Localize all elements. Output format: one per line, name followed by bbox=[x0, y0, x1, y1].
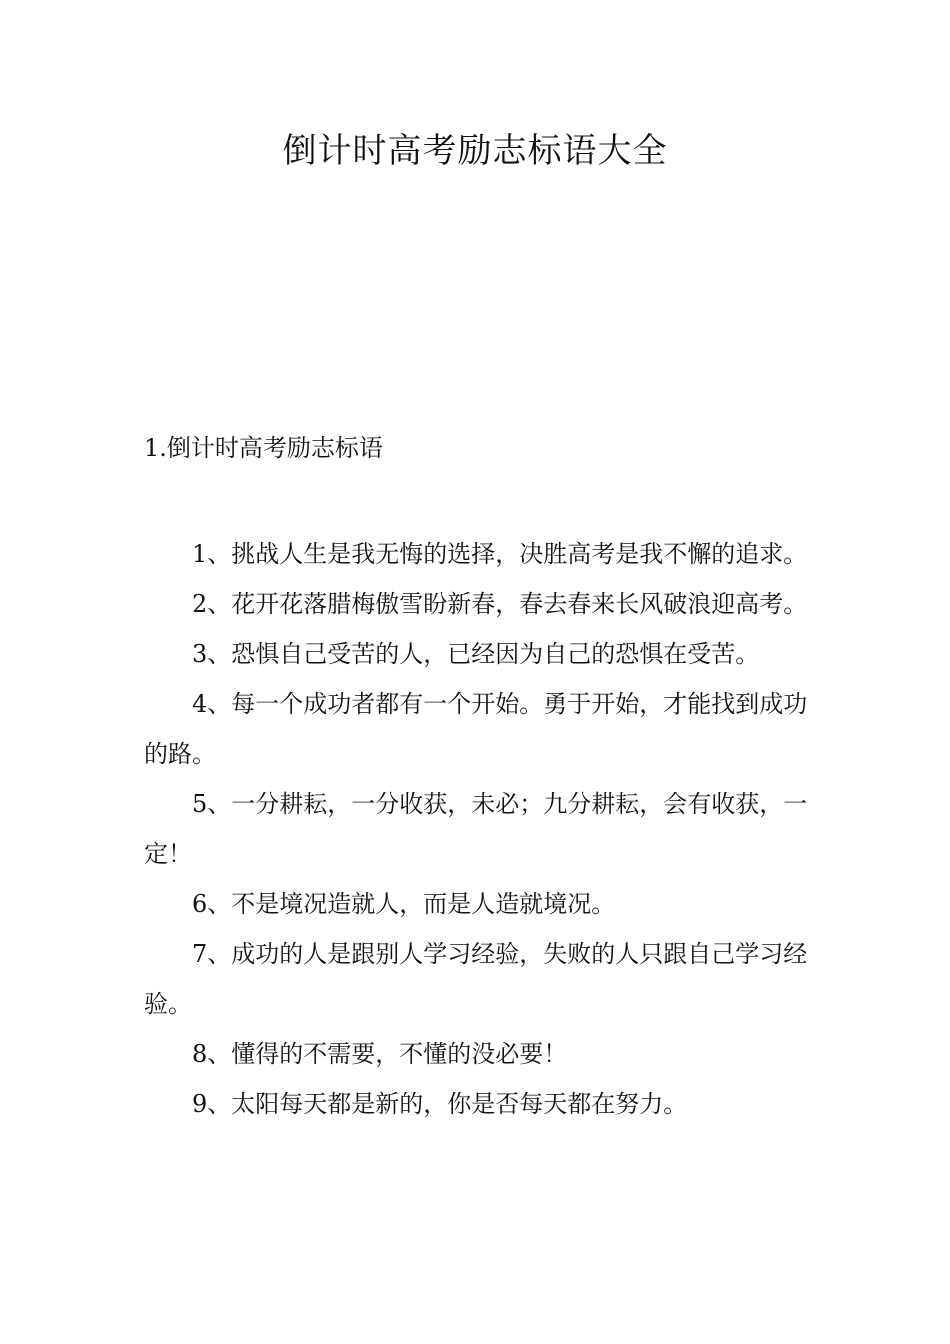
list-item: 4、每一个成功者都有一个开始。勇于开始，才能找到成功的路。 bbox=[144, 690, 808, 768]
list-item: 7、成功的人是跟别人学习经验，失败的人只跟自己学习经验。 bbox=[144, 940, 808, 1018]
list-item: 6、不是境况造就人，而是人造就境况。 bbox=[192, 890, 616, 918]
list-item: 8、懂得的不需要，不懂的没必要！ bbox=[192, 1040, 568, 1068]
list-item: 9、太阳每天都是新的，你是否每天都在努力。 bbox=[192, 1090, 688, 1118]
list-item: 1、挑战人生是我无悔的选择，决胜高考是我不懈的追求。 bbox=[192, 540, 808, 568]
document-title: 倒计时高考励志标语大全 bbox=[282, 131, 668, 171]
list-item: 2、花开花落腊梅傲雪盼新春，春去春来长风破浪迎高考。 bbox=[192, 590, 808, 618]
list-item: 3、恐惧自己受苦的人，已经因为自己的恐惧在受苦。 bbox=[192, 640, 760, 668]
section-heading: 1.倒计时高考励志标语 bbox=[144, 434, 383, 462]
slogan-list bbox=[144, 529, 828, 1129]
list-item: 5、一分耕耘，一分收获，未必；九分耕耘，会有收获，一定！ bbox=[144, 790, 808, 868]
